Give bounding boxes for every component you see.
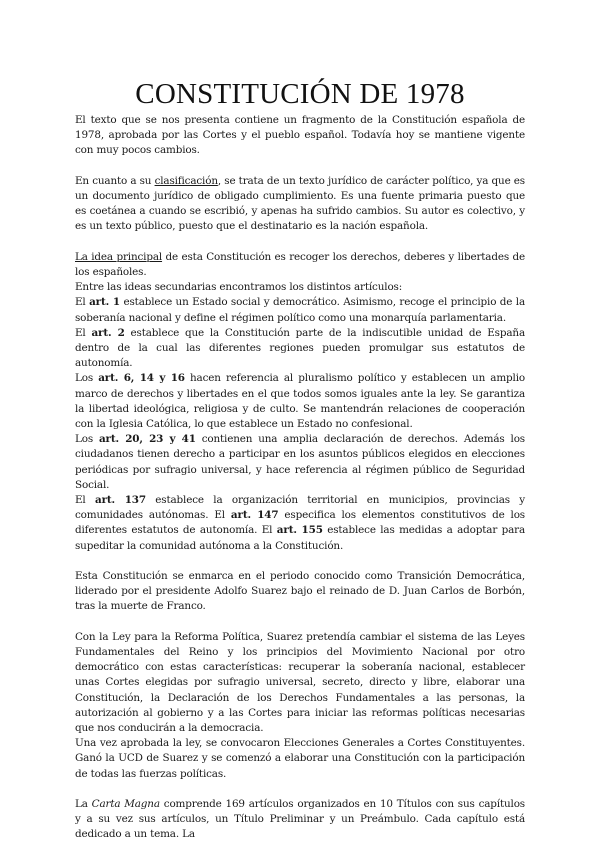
article-pre: Los [75, 433, 99, 446]
main-idea-paragraph [75, 250, 525, 280]
carta-magna-paragraph [75, 797, 525, 843]
classification-text: , se trata de un texto jurídico de carácter político, ya que es un documento jurídico de obligado cumplimiento. Es una fuente primaria puesto que es coetánea a cuando se escribió, y apenas ha sufrido cambios. Su autor es colectivo, y es un texto público, puesto que el destinatario es la nación española. [75, 174, 525, 233]
article-text: establece que la Constitución parte de la indiscutible unidad de España dentro de la cual las diferentes regiones pueden promulgar sus estatutos de autonomía. [75, 326, 525, 370]
article-text: contienen una amplia declaración de derechos. Además los ciudadanos tienen derecho a participar en los asuntos públicos elegidos en elecciones periódicas por sufragio universal, y hace referencia al régimen público de Seguridad Social. [75, 433, 525, 491]
carta-pre: La [75, 798, 92, 811]
approved-paragraph: Una vez aprobada la ley, se convocaron Elecciones Generales a Cortes Constituyentes. Ganó la UCD de Suarez y se comenzó a elaborar una Constitución con la participación de todas las fuerzas políticas. [75, 737, 525, 780]
reform-paragraph: Con la Ley para la Reforma Política, Suarez pretendía cambiar el sistema de las Leyes Fundamentales del Reino y los principios del Movimiento Nacional por otro democrático con estas características: recuperar la soberanía nacional, establecer unas Cortes elegidas por sufragio universal, secreto, directo y libre, elaborar una Constitución, la Declaración de los Derechos Fundamentales a las personas, la autorización al gobierno y a las Cortes para iniciar las reformas políticas necesarias que nos conducirán a la democracia. [75, 630, 525, 735]
article-number: art. 155 [276, 524, 323, 537]
paragraph-gap [75, 615, 525, 630]
article-paragraph [75, 493, 525, 554]
classification-pre: En cuanto a su [75, 174, 155, 187]
article-text: hacen referencia al pluralismo político y establecen un amplio marco de derechos y libertades en el que todos somos iguales ante la ley. Se garantiza la libertad ideológica, religiosa y de culto. Se mantendrán relaciones de cooperación con la Iglesia Católica, lo que establece un Estado no confesional. [75, 372, 525, 431]
article-text: establece las medidas a adoptar para supeditar la comunidad autónoma a la Constitución. [75, 524, 525, 552]
paragraph-gap [75, 235, 525, 250]
transition-paragraph: Esta Constitución se enmarca en el periodo conocido como Transición Democrática, liderado por el presidente Adolfo Suarez bajo el reinado de D. Juan Carlos de Borbón, tras la muerte de Franco. [75, 570, 525, 613]
secondary-ideas-intro: Entre las ideas secundarias encontramos los distintos artículos: [75, 281, 403, 294]
article-paragraph [75, 371, 525, 432]
article-number: art. 137 [94, 494, 146, 507]
article-number: art. 6, 14 y 16 [98, 372, 185, 385]
article-paragraph [75, 432, 525, 493]
article-number: art. 147 [230, 509, 279, 522]
carta-magna-term: Carta Magna [91, 798, 160, 811]
article-number: art. 2 [91, 326, 125, 339]
main-idea-text: de esta Constitución es recoger los derechos, deberes y libertades de los españoles. [75, 250, 525, 278]
article-paragraph [75, 326, 525, 372]
article-text: establece la organización territorial en municipios, provincias y comunidades autónomas. El [75, 494, 526, 522]
page-title: CONSTITUCIÓN DE 1978 [135, 78, 465, 110]
document-body [75, 113, 525, 843]
article-pre: El [75, 296, 90, 309]
main-idea-term: La idea principal [75, 250, 163, 263]
paragraph-gap [75, 554, 525, 569]
article-paragraph [75, 295, 525, 325]
intro-paragraph: El texto que se nos presenta contiene un fragmento de la Constitución española de 1978, aprobada por las Cortes y el pueblo español. Todavía hoy se mantiene vigente con muy pocos cambios. [75, 114, 525, 157]
article-number: art. 1 [89, 296, 120, 309]
article-pre: El [75, 326, 92, 339]
paragraph-gap [75, 159, 525, 174]
carta-text: comprende 169 artículos organizados en 10 Títulos con sus capítulos y a su vez sus artículos, un Título Preliminar y un Preámbulo. Cada capítulo está dedicado a un tema. La [75, 798, 525, 841]
classification-paragraph [75, 174, 525, 235]
article-text: establece un Estado social y democrático. Asimismo, recoge el principio de la soberanía nacional y define el régimen político como una monarquía parlamentaria. [75, 296, 525, 324]
article-number: art. 20, 23 y 41 [98, 433, 196, 446]
paragraph-gap [75, 782, 525, 797]
article-pre: Los [75, 372, 99, 385]
classification-term: clasificación [154, 174, 218, 187]
article-pre: El [75, 494, 95, 507]
article-text: especifica los elementos constitutivos de los diferentes estatutos de autonomía. El [75, 509, 525, 537]
